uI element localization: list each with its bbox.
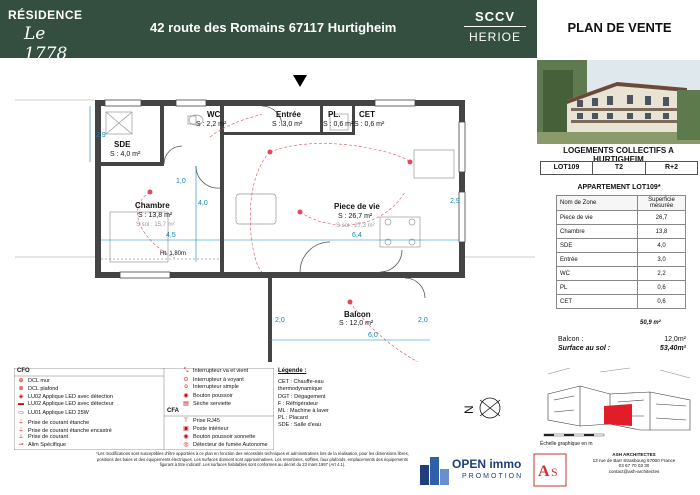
- abbr-line: DGT : Dégagement: [278, 393, 326, 400]
- ash-address: 13 rue de Barr Strasbourg 67000 France: [592, 457, 676, 463]
- floor-plan: [0, 62, 535, 362]
- logo-script: Le 1778: [24, 24, 68, 64]
- legend-label: Bouton poussoir sonnette: [193, 434, 256, 440]
- total-surface: 50,9 m²: [640, 320, 661, 326]
- zone-name: Entrée: [557, 253, 638, 267]
- scale-note: Échelle graphique en m: [540, 441, 593, 447]
- dim-label: 2,9: [96, 132, 106, 139]
- table-header: Nom de Zone: [557, 196, 638, 211]
- zone-name: WC: [557, 267, 638, 281]
- building-render-image: [537, 60, 700, 144]
- indicator-switch-icon: ⊙: [183, 377, 189, 383]
- legend-item: [179, 433, 255, 441]
- header-address: 42 route des Romains 67117 Hurtigheim: [150, 20, 397, 35]
- dcl-ceiling-icon: ⊗: [18, 386, 24, 392]
- openimmo-building-icon: [418, 455, 452, 485]
- dim-label: 4,0: [198, 200, 208, 207]
- legend-cfa: CFA: [167, 408, 179, 414]
- ash-architectes-block: [532, 452, 698, 488]
- legend-item: [179, 400, 231, 408]
- legend-item: [14, 385, 58, 393]
- legend-label: Prise de courant: [28, 434, 69, 440]
- zone-value: 0,6: [638, 295, 686, 309]
- openimmo-name: OPEN immo: [452, 457, 522, 471]
- sccv-top: SCCV: [474, 9, 516, 24]
- push-button-icon: ◉: [183, 393, 189, 399]
- table-header: Superficie mesurée: [638, 196, 686, 211]
- legend-item: [179, 368, 248, 376]
- room-cet-surface: S : 0,6 m²: [354, 121, 385, 128]
- abbr-line: SDE : Salle d'eau: [278, 422, 321, 429]
- zone-name: SDE: [557, 239, 638, 253]
- table-header-row: [557, 196, 686, 211]
- zone-value: 4,0: [638, 239, 686, 253]
- room-wc-surface: S : 2,2 m²: [196, 121, 227, 128]
- dim-label: 6,0: [368, 332, 378, 339]
- dim-label: 2,0: [275, 317, 285, 324]
- zone-value: 26,7: [638, 211, 686, 225]
- plan-title: PLAN DE VENTE: [567, 20, 672, 35]
- openimmo-logo: [418, 455, 526, 487]
- balcon-value: 12,0m²: [664, 336, 686, 343]
- surface-label: Surface au sol :: [558, 345, 611, 352]
- plan-title-box: [535, 0, 700, 58]
- table-row: [557, 211, 686, 225]
- abbr-line: CET : Chauffe-eau: [278, 379, 324, 386]
- table-row: [557, 253, 686, 267]
- legend-item: [14, 441, 66, 449]
- room-entree-surface: S : 3,0 m²: [272, 121, 303, 128]
- sccv-logo: [462, 9, 528, 49]
- svg-text:A: A: [538, 463, 550, 480]
- room-chambre-name: Chambre: [135, 201, 170, 210]
- openimmo-sub: PROMOTION: [462, 473, 524, 480]
- disclaimer-text: *Les modifications sont susceptibles d'être apportées à ce plan en fonction des nécessités techniques et administratives lors de la réalisation, pour les dimensions libres, positions des baies et des équipements électriques. Les surfaces donnent sont approximatives. Les retombées, soffites, faux plafonds, emplacements des équipements figurant à titre indicatif. Les surfaces habitables sont conformes au décret du 23 mars 1997 (Art 4.1).: [96, 451, 409, 468]
- abbr-title: Légende :: [278, 368, 307, 374]
- svg-text:N: N: [462, 405, 476, 414]
- zone-value: 13,8: [638, 225, 686, 239]
- legend-label: Sèche serviette: [193, 401, 231, 407]
- room-entree-name: Entrée: [276, 110, 301, 119]
- legend-item: [14, 433, 68, 441]
- dim-label: 6,4: [352, 232, 362, 239]
- lot-info-row: [540, 161, 698, 175]
- legend-item: [14, 409, 89, 417]
- dim-label: 2,0: [418, 317, 428, 324]
- sccv-bottom: HERIOE: [468, 30, 521, 44]
- ash-phone: 03 67 70 03 30: [618, 463, 650, 469]
- zone-value: 2,2: [638, 267, 686, 281]
- room-wc-name: WC: [207, 110, 221, 119]
- ash-email: contact@ash-architectes: [608, 468, 660, 474]
- abbr-line: F : Réfrigérateur: [278, 400, 319, 407]
- legend-item: [14, 401, 114, 409]
- specific-power-icon: ⊸: [18, 442, 24, 448]
- ash-info: [572, 452, 696, 474]
- room-balcon-surface: S : 12,0 m²: [339, 320, 374, 327]
- rj45-icon: ⊤: [183, 418, 189, 424]
- room-piece-name: Piece de vie: [334, 202, 380, 211]
- electrical-legend: [14, 368, 274, 450]
- lot-type: T2: [593, 162, 646, 174]
- table-row: [557, 295, 686, 309]
- legend-item: [14, 393, 113, 401]
- zone-name: CET: [557, 295, 638, 309]
- zone-value: 0,6: [638, 281, 686, 295]
- legend-label: LU01 Applique LED 25W: [28, 410, 89, 416]
- legend-item: [179, 376, 244, 384]
- legend-label: Bouton poussoir: [193, 393, 233, 399]
- table-row: [557, 239, 686, 253]
- legend-item: [14, 377, 50, 385]
- ash-name: ASH ARCHITECTES: [612, 452, 656, 457]
- legend-label: Interrupteur à voyant: [193, 377, 244, 383]
- legend-label: Prise de courant étanche: [28, 420, 90, 426]
- recessed-outlet-icon: ⏚: [17, 428, 24, 434]
- ash-logo-icon: [532, 452, 568, 488]
- towel-dryer-icon: ▤: [183, 401, 189, 407]
- two-way-switch-icon: ⤡: [183, 368, 189, 374]
- legend-label: Détecteur de fumée Autonome: [193, 442, 268, 448]
- zone-name: Piece de vie: [557, 211, 638, 225]
- simple-switch-icon: ο: [184, 384, 188, 390]
- room-sde-surface: S : 4,0 m²: [110, 151, 141, 158]
- led-detection-icon: ◈: [18, 394, 24, 400]
- balcon-label: Balcon :: [558, 336, 584, 343]
- legend-label: Prise RJ45: [193, 418, 220, 424]
- legend-item: [14, 417, 89, 425]
- dim-label: 1,0: [176, 178, 186, 185]
- legend-label: Alim Spécifique: [28, 442, 66, 448]
- table-row: [557, 267, 686, 281]
- zone-name: PL: [557, 281, 638, 295]
- legend-label: DCL plafond: [28, 386, 59, 392]
- led-25w-icon: ▭: [18, 410, 24, 416]
- room-balcon-name: Balcon: [344, 310, 371, 319]
- zone-value: 3,0: [638, 253, 686, 267]
- lot-floor: R+2: [664, 164, 679, 171]
- dcl-wall-icon: ⊕: [18, 378, 24, 384]
- dim-label: 4,5: [166, 232, 176, 239]
- legend-label: Prise de courant étanche encastré: [28, 428, 112, 434]
- room-pl-name: PL.: [328, 110, 341, 119]
- height-note: Ht. 1,80m: [160, 251, 187, 257]
- legend-label: LU02 Applique LED avec détecteur: [28, 401, 114, 407]
- legend-item: [179, 392, 233, 400]
- legend-item: [179, 417, 220, 425]
- legend-item: [179, 384, 239, 392]
- legend-item: [179, 441, 268, 449]
- room-chambre-sol: S sol : 15,7 m²: [136, 222, 175, 228]
- abbr-line: ML : Machine à laver: [278, 408, 329, 415]
- logo-title: RÉSIDENCE: [8, 8, 83, 22]
- svg-text:S: S: [551, 465, 558, 479]
- abbr-line: thermodynamique: [278, 386, 323, 393]
- surface-table: [556, 195, 686, 309]
- legend-item: [179, 425, 228, 433]
- room-piece-sol: S sol : 27,3 m²: [336, 223, 375, 229]
- legend-label: DCL mur: [28, 378, 50, 384]
- dim-label: 2,9: [450, 198, 460, 205]
- lot-number: LOT109: [541, 162, 593, 174]
- legend-item: [14, 425, 112, 433]
- smoke-detector-icon: ◎: [183, 442, 189, 448]
- legend-label: Interrupteur simple: [193, 384, 239, 390]
- residence-logo: [8, 8, 83, 64]
- doorbell-icon: ◉: [183, 434, 189, 440]
- zone-name: Chambre: [557, 225, 638, 239]
- site-plan-thumbnail: [540, 364, 696, 440]
- room-sde-name: SDE: [114, 140, 131, 149]
- apartment-title: APPARTEMENT LOT109*: [577, 184, 661, 191]
- room-cet-name: CET: [359, 110, 375, 119]
- abbreviation-legend: [278, 368, 398, 430]
- legend-label: Poste intérieur: [193, 426, 229, 432]
- led-detector-icon: ▬: [18, 401, 24, 407]
- surface-value: 53,40m²: [659, 345, 686, 352]
- room-piece-surface: S : 26,7 m²: [338, 213, 373, 220]
- north-compass-icon: [462, 393, 502, 423]
- legend-label: Interrupteur va et vient: [193, 368, 249, 374]
- waterproof-outlet-icon: ⏚: [17, 420, 24, 426]
- outlet-icon: ⊥: [18, 434, 24, 440]
- intercom-icon: ▣: [183, 426, 189, 432]
- collective-title: LOGEMENTS COLLECTIFS A HURTIGHEIM: [563, 146, 674, 164]
- sccv-divider: [464, 26, 526, 27]
- table-row: [557, 281, 686, 295]
- legend-cfo: CFO: [17, 368, 30, 374]
- abbr-line: PL : Placard: [278, 415, 308, 422]
- room-chambre-surface: S : 13,8 m²: [138, 212, 173, 219]
- legend-label: LU02 Applique LED avec détection: [28, 394, 114, 400]
- room-pl-surface: S : 0,6 m²: [323, 121, 354, 128]
- table-row: [557, 225, 686, 239]
